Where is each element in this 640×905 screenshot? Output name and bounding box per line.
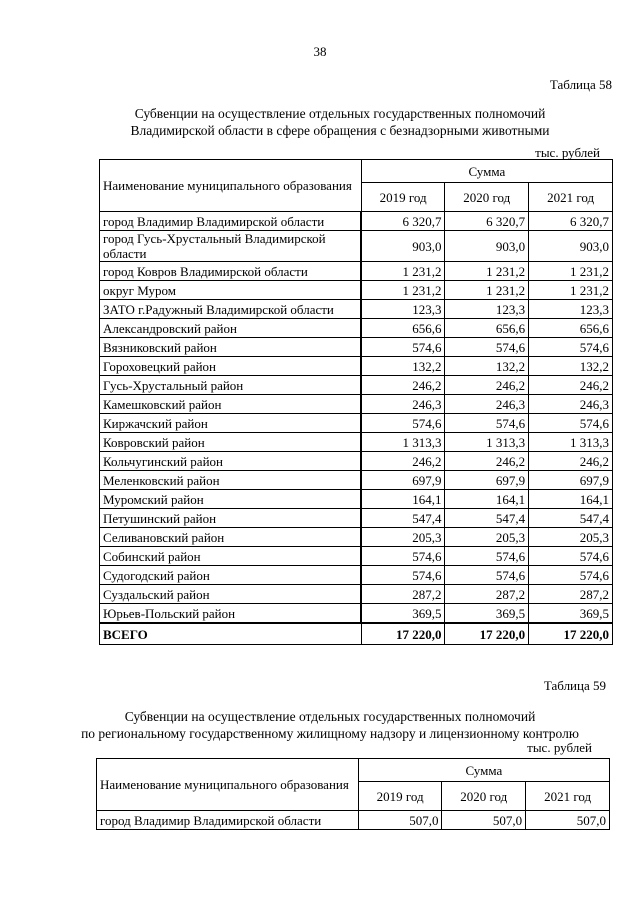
amount-cell: 369,5 (361, 604, 445, 624)
table-58-label: Таблица 58 (549, 77, 612, 92)
municipality-name: город Владимир Владимирской области (100, 212, 362, 231)
municipality-name: Вязниковский район (100, 338, 362, 357)
header-year: 2021 год (529, 183, 613, 212)
amount-cell: 6 320,7 (445, 212, 529, 231)
amount-cell: 1 231,2 (445, 281, 529, 300)
municipality-name: город Ковров Владимирской области (100, 262, 362, 281)
table-59-title (30, 708, 630, 742)
amount-cell: 574,6 (445, 547, 529, 566)
municipality-name: округ Муром (100, 281, 362, 300)
municipality-name: Гороховецкий район (100, 357, 362, 376)
header-sum: Сумма (358, 759, 609, 782)
table-59-title-line-1: Субвенции на осуществление отдельных государственных полномочий (124, 709, 536, 724)
municipality-name: Суздальский район (100, 585, 362, 604)
total-amount: 17 220,0 (361, 623, 445, 645)
table-58 (99, 159, 613, 645)
municipality-name: Александровский район (100, 319, 362, 338)
header-year: 2020 год (445, 183, 529, 212)
header-year: 2019 год (361, 183, 445, 212)
municipality-name: Камешковский район (100, 395, 362, 414)
table-row (100, 376, 613, 395)
amount-cell: 1 313,3 (361, 433, 445, 452)
table-row (100, 319, 613, 338)
amount-cell: 574,6 (361, 414, 445, 433)
municipality-name: город Владимир Владимирской области (97, 811, 359, 830)
amount-cell: 1 231,2 (445, 262, 529, 281)
amount-cell: 574,6 (529, 566, 613, 585)
amount-cell: 574,6 (361, 547, 445, 566)
amount-cell: 164,1 (445, 490, 529, 509)
amount-cell: 507,0 (358, 811, 442, 830)
amount-cell: 369,5 (529, 604, 613, 624)
amount-cell: 1 313,3 (529, 433, 613, 452)
table-row (100, 338, 613, 357)
amount-cell: 132,2 (361, 357, 445, 376)
amount-cell: 205,3 (529, 528, 613, 547)
amount-cell: 246,2 (445, 376, 529, 395)
municipality-name: Петушинский район (100, 509, 362, 528)
amount-cell: 697,9 (529, 471, 613, 490)
municipality-name: Киржачский район (100, 414, 362, 433)
total-amount: 17 220,0 (445, 623, 529, 645)
amount-cell: 547,4 (529, 509, 613, 528)
amount-cell: 574,6 (445, 338, 529, 357)
total-amount: 17 220,0 (529, 623, 613, 645)
table-row (100, 471, 613, 490)
amount-cell: 507,0 (442, 811, 526, 830)
amount-cell: 656,6 (361, 319, 445, 338)
amount-cell: 246,3 (529, 395, 613, 414)
table-59-units: тыс. рублей (527, 740, 592, 755)
amount-cell: 246,2 (445, 452, 529, 471)
amount-cell: 574,6 (529, 414, 613, 433)
amount-cell: 6 320,7 (361, 212, 445, 231)
amount-cell: 903,0 (361, 231, 445, 262)
table-59 (96, 758, 610, 830)
amount-cell: 287,2 (445, 585, 529, 604)
table-row (100, 414, 613, 433)
table-row (100, 281, 613, 300)
table-row (100, 395, 613, 414)
amount-cell: 574,6 (529, 338, 613, 357)
amount-cell: 1 231,2 (529, 262, 613, 281)
header-year: 2019 год (358, 782, 442, 811)
table-59-label: Таблица 59 (543, 678, 606, 693)
amount-cell: 1 313,3 (445, 433, 529, 452)
amount-cell: 574,6 (445, 414, 529, 433)
table-row (100, 231, 613, 262)
header-year: 2021 год (526, 782, 610, 811)
amount-cell: 507,0 (526, 811, 610, 830)
municipality-name: Гусь-Хрустальный район (100, 376, 362, 395)
amount-cell: 246,2 (529, 452, 613, 471)
amount-cell: 123,3 (445, 300, 529, 319)
amount-cell: 123,3 (529, 300, 613, 319)
amount-cell: 287,2 (361, 585, 445, 604)
amount-cell: 205,3 (445, 528, 529, 547)
amount-cell: 547,4 (445, 509, 529, 528)
municipality-name: Собинский район (100, 547, 362, 566)
table-59-title-line-2: по региональному государственному жилищному надзору и лицензионному контролю (81, 726, 579, 741)
table-58-units: тыс. рублей (535, 145, 600, 160)
table-row (97, 811, 610, 830)
table-row (100, 566, 613, 585)
municipality-name: Меленковский район (100, 471, 362, 490)
municipality-name: Селивановский район (100, 528, 362, 547)
header-municipality: Наименование муниципального образования (97, 759, 359, 811)
municipality-name: Судогодский район (100, 566, 362, 585)
table-row (100, 452, 613, 471)
table-row (100, 433, 613, 452)
amount-cell: 656,6 (529, 319, 613, 338)
table-row (100, 490, 613, 509)
amount-cell: 369,5 (445, 604, 529, 624)
amount-cell: 903,0 (529, 231, 613, 262)
amount-cell: 1 231,2 (361, 281, 445, 300)
amount-cell: 132,2 (529, 357, 613, 376)
total-label: ВСЕГО (100, 623, 362, 645)
amount-cell: 547,4 (361, 509, 445, 528)
municipality-name: Юрьев-Польский район (100, 604, 362, 624)
header-sum: Сумма (361, 160, 612, 183)
amount-cell: 656,6 (445, 319, 529, 338)
amount-cell: 287,2 (529, 585, 613, 604)
table-row (100, 300, 613, 319)
amount-cell: 164,1 (529, 490, 613, 509)
header-municipality: Наименование муниципального образования (100, 160, 362, 212)
amount-cell: 697,9 (445, 471, 529, 490)
amount-cell: 205,3 (361, 528, 445, 547)
amount-cell: 164,1 (361, 490, 445, 509)
table-row (100, 585, 613, 604)
amount-cell: 1 231,2 (529, 281, 613, 300)
table-row (100, 357, 613, 376)
amount-cell: 132,2 (445, 357, 529, 376)
total-row (100, 623, 613, 645)
header-year: 2020 год (442, 782, 526, 811)
amount-cell: 246,3 (445, 395, 529, 414)
municipality-name: Муромский район (100, 490, 362, 509)
amount-cell: 246,2 (361, 452, 445, 471)
amount-cell: 1 231,2 (361, 262, 445, 281)
municipality-name: Кольчугинский район (100, 452, 362, 471)
table-row (100, 547, 613, 566)
table-58-title-line-1: Субвенции на осуществление отдельных государственных полномочий (134, 106, 546, 121)
table-row (100, 262, 613, 281)
table-58-title-line-2: Владимирской области в сфере обращения с безнадзорными животными (130, 123, 550, 138)
municipality-name: ЗАТО г.Радужный Владимирской области (100, 300, 362, 319)
amount-cell: 574,6 (445, 566, 529, 585)
table-row (100, 604, 613, 624)
municipality-name: город Гусь-Хрустальный Владимирской области (100, 231, 362, 262)
amount-cell: 574,6 (361, 338, 445, 357)
page-number: 38 (313, 44, 327, 59)
amount-cell: 6 320,7 (529, 212, 613, 231)
amount-cell: 574,6 (361, 566, 445, 585)
municipality-name: Ковровский район (100, 433, 362, 452)
amount-cell: 246,2 (361, 376, 445, 395)
amount-cell: 246,2 (529, 376, 613, 395)
table-row (100, 509, 613, 528)
amount-cell: 903,0 (445, 231, 529, 262)
amount-cell: 246,3 (361, 395, 445, 414)
table-row (100, 212, 613, 231)
amount-cell: 697,9 (361, 471, 445, 490)
amount-cell: 123,3 (361, 300, 445, 319)
table-58-title (40, 105, 640, 139)
amount-cell: 574,6 (529, 547, 613, 566)
table-row (100, 528, 613, 547)
